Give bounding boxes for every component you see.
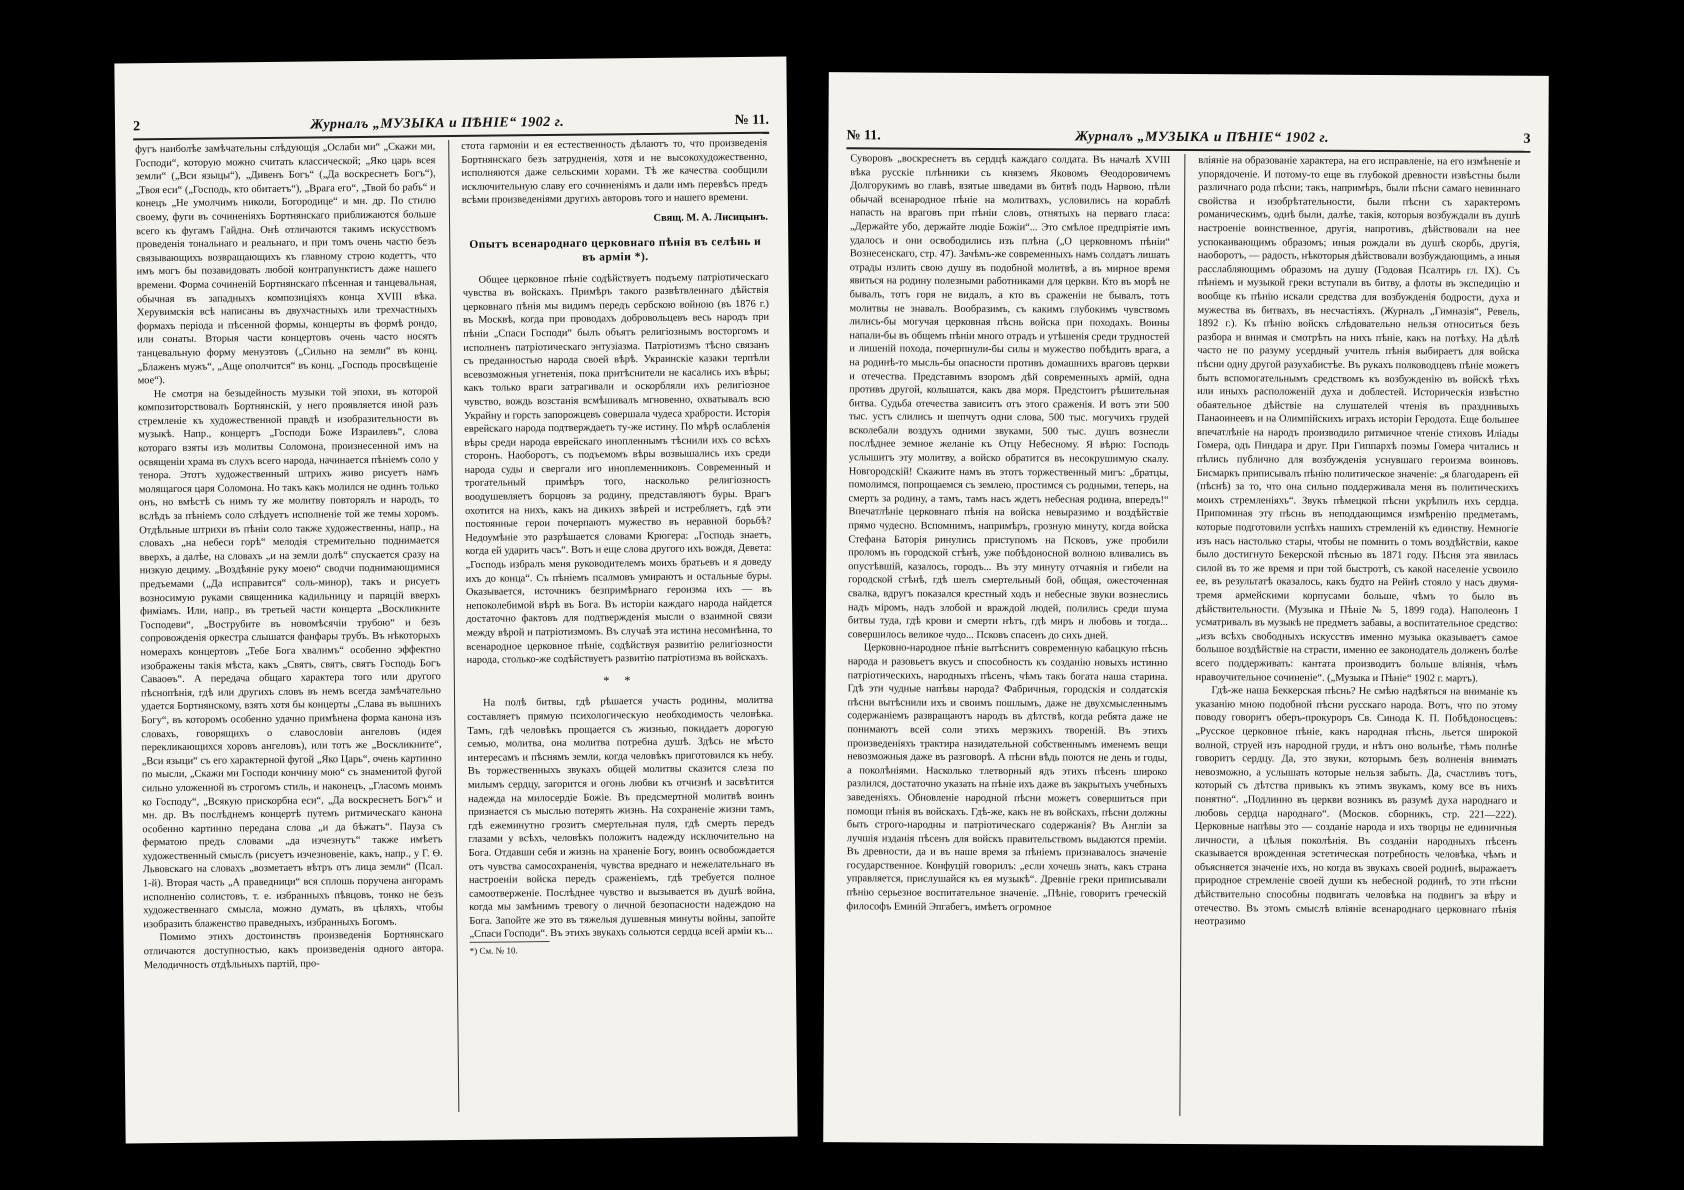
left-page [114, 57, 797, 1144]
paragraph: фугъ наиболѣе замѣчательны слѣдующія „Ослаби ми“ „Скажи ми, Господи“, которую можно считать классической; „Яко царь всея земли“ („Вси языцы“), „Дивенъ Богъ“ („Да воскреснетъ Богъ“), „Твоя еси“ („Господь, кто обитаетъ“), „Врага его“, „Твой бо рабъ“ и конецъ „Не умолчимъ николи, Богородице“ и мн. др. По стилю своему, фуги въ сочиненіяхъ Бортнянскаго приближаются больше всего къ фугамъ Гайдна. Онѣ отличаются такимъ искусствомъ проведенія тональнаго и реальнаго, и при томъ очень частю безъ связывающихъ возвращающихъ къ главному строю кодеттъ, что имъ могъ бы позавидовать любой контрапунктистъ даже нашего времени. Форма сочиненій Бортнянскаго пѣсенная и танцевальная, обычная въ западныхъ композиціяхъ конца XVIII вѣка. Херувимскія всѣ написаны въ двухчастныхъ или трехчастныхъ формахъ періода и пѣсенной формы, концерты въ формѣ рондо, или сонаты. Вторыя части концертовъ очень часто носятъ танцевальную форму менуэтовъ („Сильно на земли“ въ конц. „Блаженъ мужъ“, „Аще ополчится“ въ конц. „Господь просвѣщеніе мое“). [135, 141, 438, 387]
column-divider [1179, 154, 1185, 1116]
issue-number: № 11. [846, 128, 881, 144]
footnote: *) См. № 10. [470, 941, 550, 958]
text-column [1194, 154, 1520, 931]
author-signature: Свящ. М. А. Лисицынъ. [653, 211, 769, 224]
paragraph: стота гармоніи и ея естественность дѣлаютъ то, что произведенія Бортнянскаго безъ затрудненія, хотя и не высокохудожественно, исполняются даже сельскими хорами. Тѣ же качества сообщили исключительную славу его сочиненіямъ и дали имъ перевѣсъ предъ всѣми произведеніями другихъ авторовъ того и нашего времени. [461, 137, 768, 207]
journal-title: Журналъ „МУЗЫКА и ПѢНІЕ“ 1902 г. [1075, 129, 1330, 146]
journal-title: Журналъ „МУЗЫКА и ПѢНІЕ“ 1902 г. [310, 114, 565, 133]
page-header [133, 107, 769, 141]
page-number: 2 [132, 119, 141, 135]
paragraph: Суворовъ „воскреснетъ въ сердцѣ каждаго солдата. Въ началѣ XVIII вѣка русскіе плѣнники съ княземъ Яковомъ Ѳеодоровичемъ Долгорукимъ во главѣ, взятые шведами въ битвѣ подъ Нарвою, пѣли обычай всенародное пѣніе на молитвахъ, условились на кораблѣ напасть на враговъ при пѣніи словъ, отнятыхъ на перваго гласа: „Держайте убо, держайте людіе Божіи“... Это смѣлое предпріятіе имъ удалось и они освободились изъ плѣна („О церковномъ пѣніи“ Вознесенскаго, стр. 47). Зачѣмъ-же современныхъ намъ солдатъ лишать отрады излить свою душу въ подобной молитвѣ, а въ мирное время явиться на родину полезными работниками для церкви. Кто въ морѣ не бывалъ, тотъ горя не видалъ, а кто въ сраженіи не бывалъ, тотъ молитвы не знавалъ. Вообразимъ, съ какимъ глубокимъ чувствомъ лились-бы могучая церковная пѣснь войска при походахъ. Воины напали-бы въ общемъ пѣніи много отрадъ и утѣшенія среди трудностей и лишеній похода, почерпнули-бы силы и мужество побѣдить врага, а на родинѣ-то мысль-бы опасности противъ домашнихъ враговъ церкви и отечества. Представимъ взоромъ дѣй современныхъ армій, одна противъ другой, колышатся, какъ два моря. Предстоитъ рѣшительная битва. Судьба отечества зависитъ отъ этого сраженія. И вотъ эти 500 тыс. устъ слились и шепчутъ одни слова, 500 тыс. могучихъ грудей всколебали воздухъ одними звуками, 500 тыс. душъ вознесли послѣднее земное желаніе къ Отцу Небесному. Я вѣрю: Господь услышитъ эту молитву, а войско обратится въ несокрушимую скалу. Новгородскій! Скажите намъ въ этотъ торжественный мигъ: „братцы, помолимся, попрощаемся съ землею, простимся съ родными, теперь, на смерть за родину, а тамъ, тамъ насъ ждетъ небесная родина, впередъ!“ Впечатлѣніе церковнаго пѣнія на войска невыразимо и воздѣйствіе прямо чудесно. Вспомнимъ, напримѣръ, грозную минуту, когда войска Стефана Баторія ринулись приступомъ на Псковъ, уже пробили проломъ въ городской стѣнѣ, уже побѣдоносной волною вливались въ опустѣвшій, казалось, городъ... Въ эту минуту отчаянія и гибели на городской стѣнѣ, гдѣ шелъ смертельный бой, общая, ожесточенная свалка, вдругъ показался крестный ходъ и небесные звуки вознеслись надъ міромъ, надъ злобой и враждой людей, полились среди шума битвы туда, гдѣ крови и смерти нѣтъ, гдѣ миръ и любовь и тогда... совершилось великое чудо... Псковъ спасенъ до сихъ дней. [847, 153, 1171, 642]
article-heading: Опытъ всенароднаго церковнаго пѣнія въ селѣнь и въ арміи *). [469, 235, 762, 264]
column-divider [448, 140, 459, 1112]
paragraph: Гдѣ-же наша Беккерская пѣснь? Не смѣю надѣяться на вниманіе къ указанію мною подобной пѣсни русскаго народа. Вотъ, что по этому поводу говоритъ оберъ-прокуроръ Св. Синода К. П. Побѣдоносцевъ: „Русское церковное пѣніе, какъ народная пѣснь, льется широкой волной, струей изъ народной груди, и нѣтъ оно вольнѣе, тѣмъ полнѣе говоритъ сердцу. Да, это звуки, которымъ безъ волненія внимать невозможно, а услышать которые нельзя забыть. Да, счастливъ тотъ, который съ дѣтства привыкъ къ этимъ звукамъ, кому все въ нихъ понятно“. „Подлинно въ церкви возникъ въ разумѣ духа народнаго и любовь сердца народнаго“. (Москов. сборникъ, стр. 221—222). Церковные напѣвы это — созданіе народа и ихъ творцы не единичныя личности, а цѣлыя поколѣнія. Въ созданіи народныхъ пѣсенъ сказывается врожденная эстетическая потребность человѣка, чѣмъ и объясняется значеніе ихъ, но когда въ звукахъ своей родинѣ, выражаетъ природное стремленіе своей души къ небесной родинѣ, то эти пѣсни дѣйствительно способны подвигать человѣка на подвигъ за вѣру и отечество. Въ этомъ смыслѣ вліяніе всенароднаго церковнаго пѣнія неотразимо [1194, 685, 1518, 928]
text-column [846, 152, 1170, 915]
page-number: 3 [1523, 131, 1531, 147]
section-divider: * * [603, 672, 637, 688]
issue-number: № 11. [734, 112, 770, 129]
paragraph: На полѣ битвы, гдѣ рѣшается участь родины, молитва составляетъ прямую психологическую необходимость человѣка. Тамъ, гдѣ человѣкъ прощается съ жизнью, покидаетъ дорогую семью, молитва, она молитва потребна душѣ. Здѣсь не мѣсто интересамъ и пѣснямъ земли, когда человѣкъ приготовился къ небу. Въ торжественныхъ звукахъ общей молитвы сказится слеза по милымъ сердцу, загорится и огонь любви къ отчизнѣ и засвѣтится надежда на милосердіе Божіе. Въ предсмертной молитвѣ воинъ признается съ мыслью потерять жизнь. На сохраненіе жизни тамъ, гдѣ ежеминутно грозитъ смертельная пуля, гдѣ смерть передъ глазами у всѣхъ, человѣкъ положитъ надежду исключительно на Бога. Отдавши себя и жизнь на храненіе Богу, воинъ освобождается отъ чувства самосохраненія, чувства вреднаго и нежелательнаго въ настроеніи войска передъ сраженіемъ, гдѣ требуется полное самоотверженіе. Послѣднее чувство и вызывается въ душѣ война, когда мы замѣнимъ тревогу о личной безопасности надеждою на Бога. Запойте же это въ тяжелыя душевныя минуты войны, запойте „Спаси Господи“. Въ этихъ звукахъ сольются сердца всей арміи къ... [467, 695, 776, 941]
text-column [135, 140, 444, 972]
paragraph: Помимо этихъ достоинствъ произведенія Бортнянскаго отличаются доступностью, какъ произведенія одного автора. Мелодичность отдѣльныхъ партій, про- [143, 929, 444, 971]
text-column [461, 137, 776, 959]
page-header [846, 122, 1530, 153]
paragraph: Не смотря на безыдейность музыки той эпохи, въ которой композиторствовалъ Бортнянскій, у него проявляется иной разъ стремленіе къ художественной правдѣ и изобразительности въ музыкѣ. Напр., концертъ „Господи Боже Израилевъ“, слова котораго взяты изъ молитвы Соломона, произнесенной имъ на освященіи храма въ слухъ всего народа, начинается пѣніемъ соло у тенора. Этотъ художественный штрихъ живо рисуетъ намъ молящагося царя Соломона. Но такъ какъ молился не одинъ только онъ, но вмѣстѣ съ нимъ ту же молитву повторялъ и народъ, то вслѣдъ за пѣніемъ соло слѣдуетъ исполненіе той же темы хоромъ. Отдѣльные штрихи въ пѣніи соло также художественны, напр., на словахъ „на небеси горѣ“ мелодія стремительно поднимается вверхъ, а далѣе, на словахъ „и на земли долѣ“ спускается сразу на низкую дециму. „Воздѣяніе руку моею“ сводчи поднимающимися предъемами („Да исправится“ соль-минор), такъ и рисуетъ возносимую руками священника кадильницу и паряцій вверхъ фиміамъ. Или, напр., въ третьей части концерта „Воскликните Господеви“, „Вострубите въ новомѣсячіи трубою“ и безъ сопровожденія оркестра слышатся фанфары трубъ. Въ нѣкоторыхъ номерахъ концертовъ „Тебе Бога хвалимъ“ особенно эффектно изображены такія мѣста, какъ „Святъ, святъ, святъ Господь Богъ Саваоѳъ“. А передача общаго характера того или другого пѣснопѣнія, гдѣ или другихъ словъ въ немъ всегда замѣчательно удается Бортнянскому, взять хотя бы концерты „Слава въ вышнихъ Богу“, въ которомъ особенно удачно примѣнена форма канона изъ словахъ, говорящихъ о славословіи ангеловъ (идея перекликающихся хоровъ ангеловъ), или тотъ же „Воскликните“, „Вси языци“ съ его характерной фугой „Яко Царь“, очень картинно по мысли, „Скажи ми Господи кончину мою“ съ знаменитой фугой сильно уложенной въ строгомъ стиль, и наконецъ, „Гласомъ моимъ ко Господу“, „Всякую прискорбна еси“, „Да воскреснетъ Богъ“ и мн. др. Въ послѣднемъ концертѣ путемъ ритмическаго канона особенно картинно передана слова „и да бѣжатъ“. Пауза съ ферматою предъ словами „да изчезнутъ“ также имѣетъ художественный смыслъ (рисуетъ изчезновеніе, какъ, напр., у Г. Ѳ. Львовскаго на словахъ „возметаетъ вѣтръ отъ лица земли“ (Псал. 1-й). Вторая часть „А праведници“ вся сплошь поручена ангорамъ исполненію солистовъ, т. е. избранныхъ пѣвцовъ, тонко не безъ художественнаго смысла, можно думать, въ цѣляхъ, чтобы изобразить блаженство праведныхъ, избранныхъ Богомъ. [137, 385, 444, 931]
paragraph: вліяніе на образованіе характера, на его исправленіе, на его измѣненіе и упорядоченіе. И потому-то еще въ глубокой древности извѣстны были различнаго рода пѣсни; такъ, напримѣръ, были пѣсни самаго невиннаго свойства и изобрѣтательности, были пѣсни съ характеромъ романическимъ, однѣ были, далѣе, такія, которыя возбуждали въ душѣ настроеніе воинственное, другія, напротивъ, дѣйствовали на нее успокаивающимъ образомъ; иныя рождали въ душѣ скорбь, другія, наоборотъ, — радость, нѣкоторыя дѣйствовали возбуждающимъ, а иныя расслабляющимъ образомъ на душу (Годовая Псалтирь гл. IX). Съ пѣніемъ и музыкой греки вступали въ битву, а флоты въ экспедицію и вообще къ пѣнію искали средства для возбужденія бодрости, духа и мужества въ битвахъ, въ несчастіяхъ. (Журналъ „Гимназія“, Ревель, 1892 г.). Къ пѣнію войскъ слѣдовательно нельзя относиться безъ разбора и внимая и смотрѣть на нихъ пѣніе, какъ на потѣху. На дѣлѣ часто не по разуму усердный учитель пѣнія выбираетъ для войска пѣсни одну другой разухабистѣе. Въ рукахъ полководцевъ пѣніе можетъ быть вспомогательнымъ средствомъ къ возбужденію въ войскѣ тѣхъ или иныхъ расположеній духа и доблестей. Историческія извѣстно обаятельное дѣйствіе на слушателей чтенія въ празднивыхъ Панаоинеевъ и на Олимпійскихъ играхъ исторіи Геродота. Еще большее впечатлѣніе на народъ производило ритмичное чтеніе стиховъ Иліады Гомера, одъ Пиндара и друг. При Гиппархѣ поэмы Гомера читались и пѣлись публично для возбужденія уснувшаго героизма воиновъ. Бисмаркъ приписывалъ пѣнію политическое значеніе: „я благодаренъ ей (пѣснѣ) за то, что она сильно поддерживала меня въ политическихъ моихъ стремленіяхъ“. Звукъ пѣмецкой пѣсни укрѣпилъ ихъ сердца. Припоминая эту пѣснь въ неподдающимся измѣренію предметамъ, которые подготовили успѣхъ нашихъ стремленій къ единству. Немногіе изъ насъ настолько стары, чтобы не помнить о томъ воздѣйствіи, какое было достигнуто Бекерской пѣснью въ 1871 году. Пѣсня эта явилась силой въ то же время и при той быстротѣ, съ какой населеніе усвоило ее, въ результатѣ оказалось, какъ будто на Рейнѣ стояло у насъ двумя-тремя армейскими корпусами больше, чѣмъ то было въ дѣйствительности. (Музыка и Пѣніе № 5, 1899 года). Наполеонъ I усматривалъ въ музыкѣ не предметъ забавы, а воспитательное средство: „изъ всѣхъ свободныхъ искусствъ именно музыка оказываетъ самое большое воздѣйствіе на страсти, именно ее законодатель долженъ болѣе всего поддерживать: кантата производитъ больше вліянія, чѣмъ нравоучительное сочиненіе“. („Музыка и Пѣніе“ 1902 г. мартъ). [1195, 155, 1521, 685]
paragraph: Церковно-народное пѣніе вытѣснитъ современную кабацкую пѣснь народа и разовьетъ вкусъ и способность къ созданію новыхъ истинно патріотическихъ, народныхъ пѣсенъ, чѣмъ такъ богата наша старина. Гдѣ эти чудные напѣвы народа? Фабричныя, городскія и солдатскія пѣсни вытѣснили ихъ и своимъ пошлымъ, даже не двухсмысленнымъ содержаніемъ развращаютъ народъ въ дѣтствѣ, когда ребята даже не понимаютъ всей соли этихъ мерзкихъ твореній. Въ этихъ произведеніяхъ трактира назидательной собственнымъ именемъ вещи невозможныя даже въ разговорѣ. А пѣсни вѣдь поются не день и годы, а поколѣніями. Насколько тлетворный ядъ этихъ пѣсенъ широко разлился, достаточно указать на пѣніе ихъ даже въ закрытыхъ учебныхъ заведеніяхъ. Обновленіе народной пѣсни можетъ совершиться при помощи пѣнія въ войскахъ. Гдѣ-же, какъ не въ войскахъ, пѣсни должны быть строго-народны и патріотическаго содержанія? Въ Англіи за лучшія изданія пѣсенъ для войскъ правительствомъ выдаются преміи. Въ древности, да и въ наше время за пѣніемъ признавалось значеніе государственное. Конфуцій говорилъ: „если хочешь знать, какъ страна управляется, прислушайся къ ея музыкѣ“. Древніе греки приписывали пѣнію серьезное воспитательное значеніе. „Пѣніе, говоритъ греческій философъ Еминій Эпгабегъ, имѣетъ огромное [846, 642, 1168, 913]
paragraph: Общее церковное пѣніе содѣйствуетъ подъему патріотическаго чувства въ войскахъ. Примѣръ такого развѣтвленнаго дѣйствія церковнаго пѣнія мы видимъ передъ сербскою войною (въ 1876 г.) въ Москвѣ, когда при проводахъ добровольцевъ весь народъ при пѣніи „Спаси Господи“ былъ объятъ религіознымъ восторгомъ и исполненъ патріотическаго энтузіазма. Патріотизмъ тѣсно связанъ съ преданностью народа своей вѣрѣ. Украинскіе казаки терпѣли всевозможныя угнетенія, пока притѣснители не касались ихъ вѣры; какъ только враги затрагивали и оскорбляли ихъ религіозное чувство, вождь возстанія всмѣшивалъ мгновенно, охватывалъ всю Украйну и горсть запорожцевъ совершала чудеса храбрости. Исторія еврейскаго народа подтверждаетъ ту-же истину. По мѣрѣ ослабленія вѣры среди народа еврейскаго инопленнымъ тѣснили ихъ со всѣхъ сторонъ. Наоборотъ, съ подъемомъ вѣры возвышались ихъ среди народа суды и свергали иго иноплеменниковъ. Современный и трогательный примѣръ того, насколько религіозность воодушевляетъ борцовъ за родину, представляютъ буры. Врагъ охотится на нихъ, какъ на дикихъ звѣрей и истребляетъ, гдѣ эти постоянные герои почерпаютъ мужество въ неравной борьбѣ? Недоумѣніе это разрѣшается словами Крюгера: „Господь знаетъ, когда ей ударить часъ“. Вотъ и еще слова другого ихъ вождя, Девета: „Господь избралъ меня руководителемъ моихъ братьевъ и я доведу ихъ до конца“. Съ пѣніемъ псалмовъ умираютъ и остальные буры. Оказывается, источникъ безпримѣрнаго героизма ихъ — въ непоколебимой вѣрѣ въ Бога. Въ исторіи каждаго народа найдется достаточно фактовъ для подтвержденія мысли о взаимной связи между вѣрой и патріотизмомъ. Въ случаѣ эта истина несомнѣнна, то всенародное церковное пѣніе, содѣйствуя развитію религіозности народа, столько-же содѣйствуетъ развитію патріотизма въ войскахъ. [462, 271, 773, 667]
right-page [823, 72, 1549, 1146]
